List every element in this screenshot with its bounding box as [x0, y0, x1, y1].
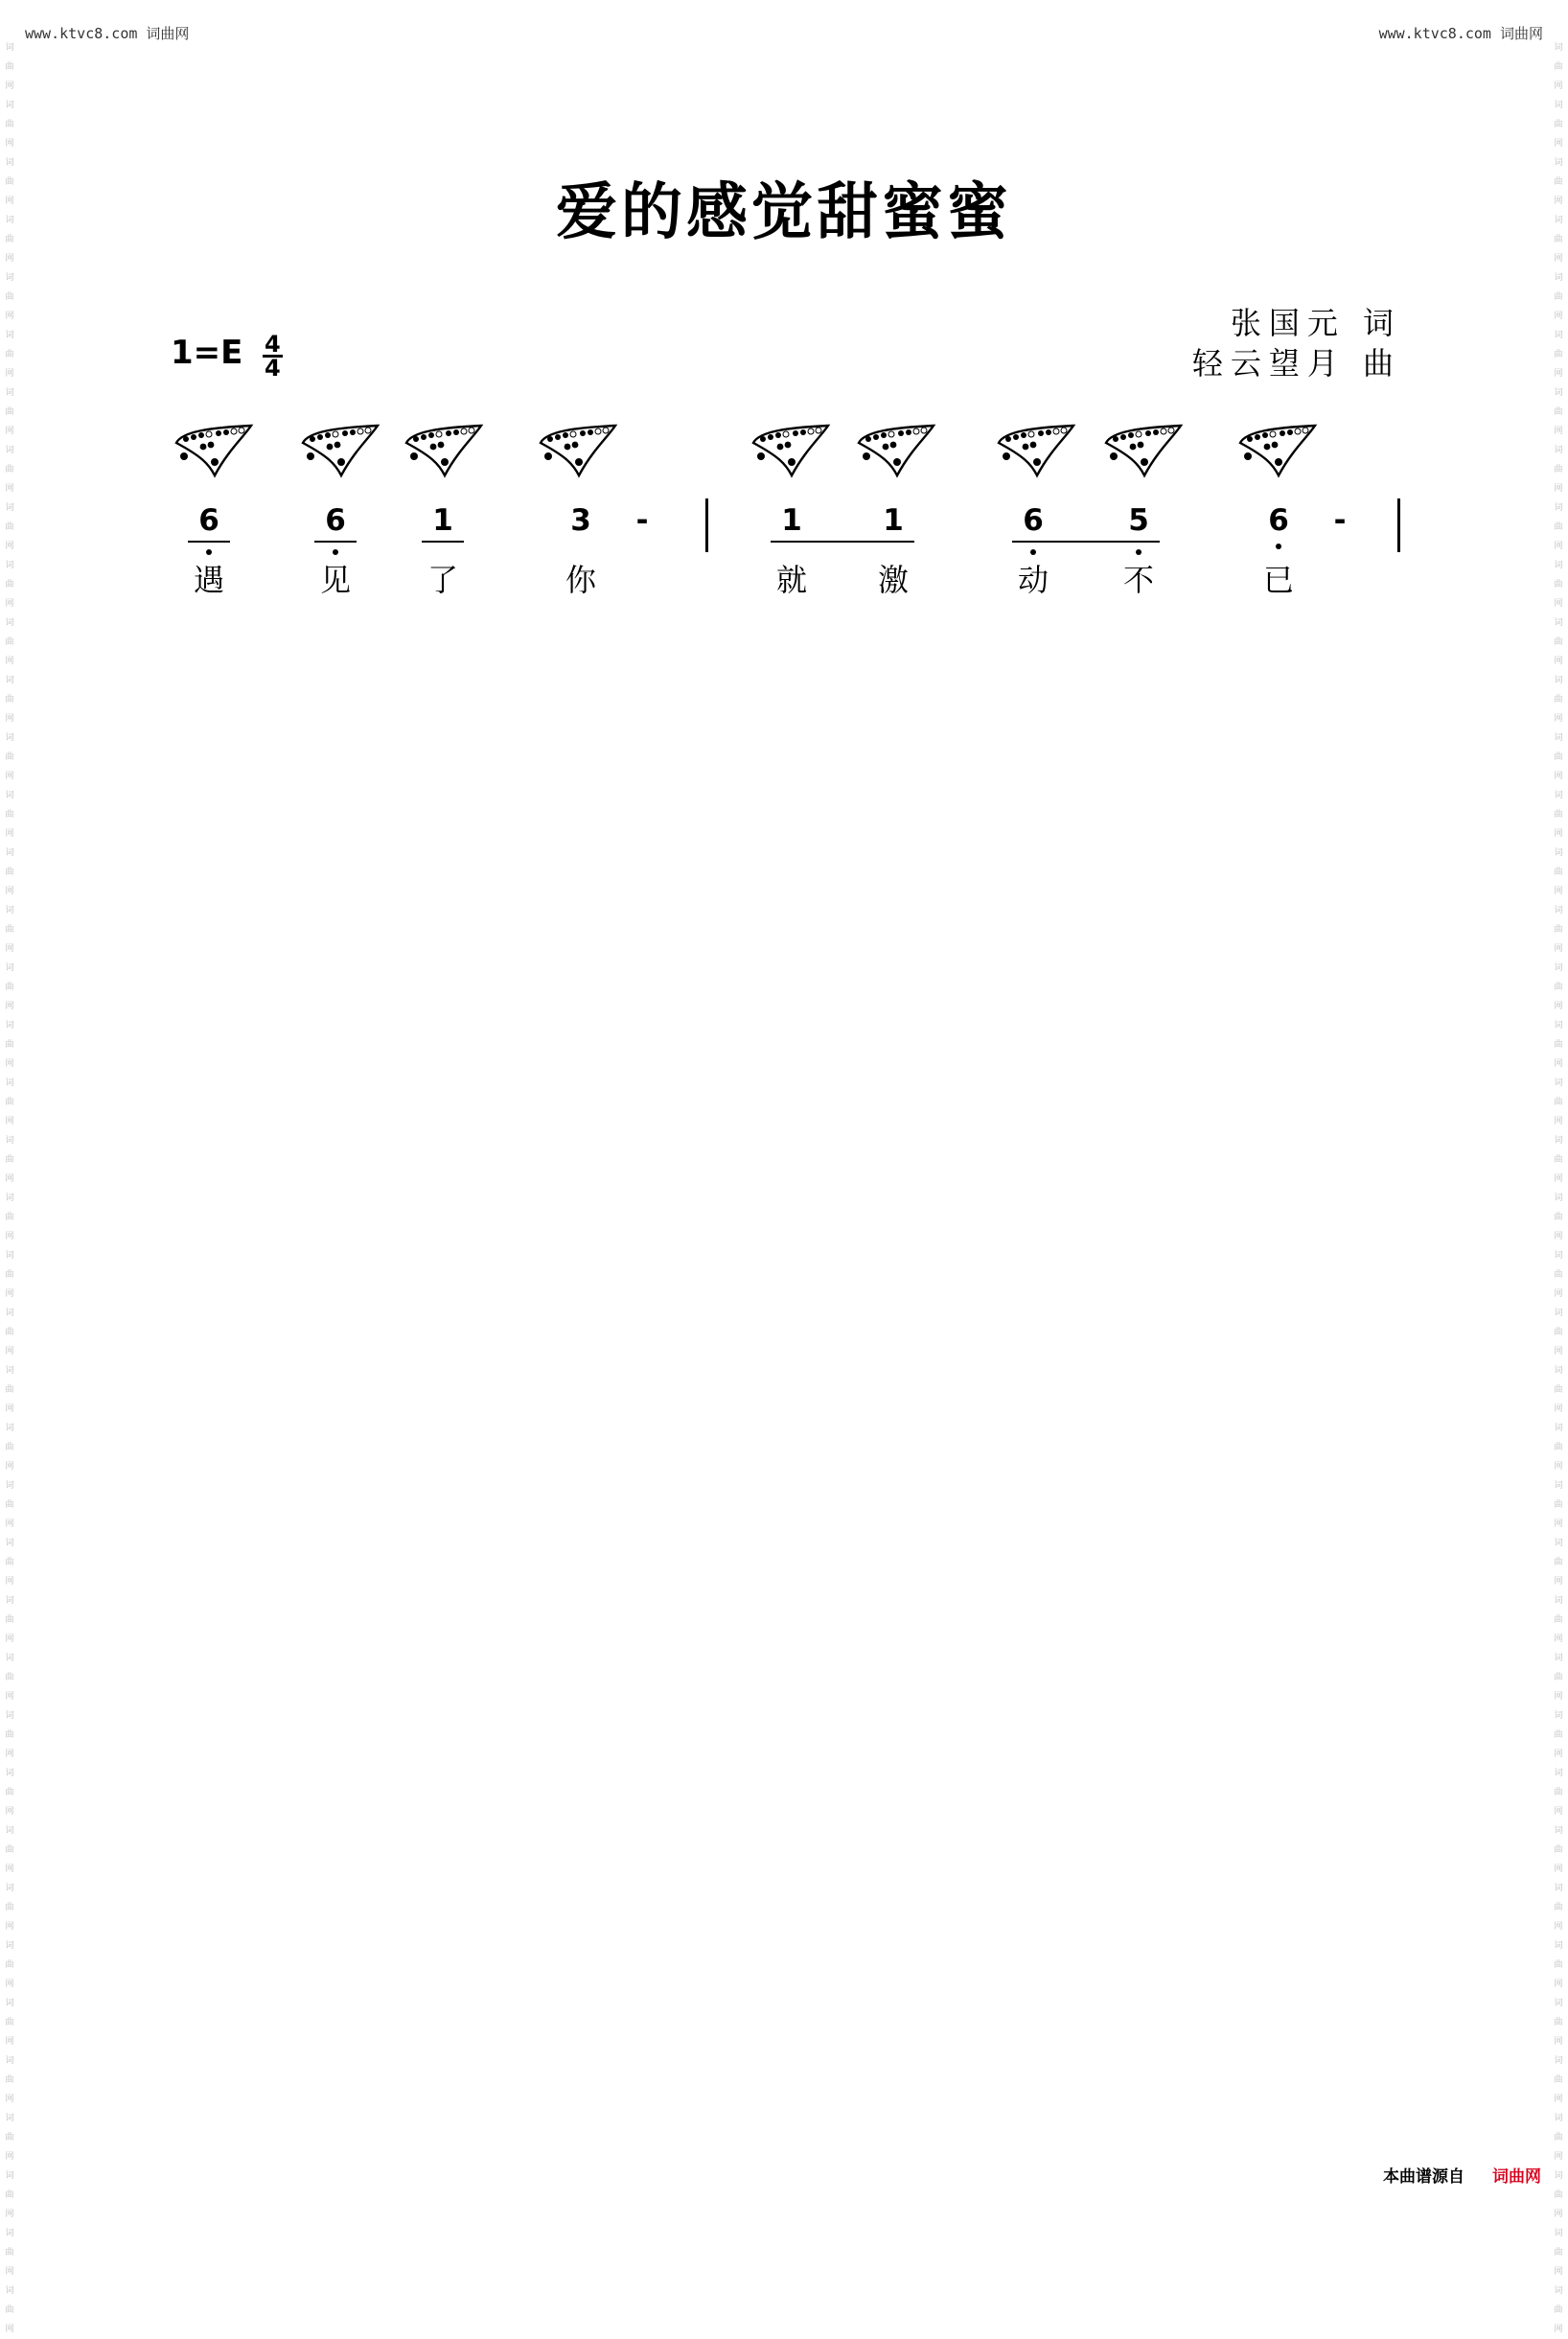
note: 6: [180, 503, 238, 538]
side-watermark-text: 词曲网: [5, 2056, 14, 2104]
side-watermark-text: 词曲网: [1554, 1884, 1563, 1932]
time-signature: [263, 331, 283, 382]
side-watermark-text: 词曲网: [5, 1596, 14, 1644]
side-watermark-text: 词曲网: [5, 1078, 14, 1126]
lyric-char: 就: [775, 562, 807, 598]
side-watermark-text: 词曲网: [1554, 1999, 1563, 2047]
footer-site-label: 词曲网: [1492, 2167, 1541, 2187]
barline: [705, 498, 708, 552]
note: 3: [570, 503, 591, 538]
ocarina-fingering-icon: [749, 422, 834, 481]
side-watermark-text: 词曲网: [5, 43, 14, 91]
side-watermark-text: 词曲网: [1554, 2056, 1563, 2104]
side-watermark-text: 词曲网: [1554, 1654, 1563, 1702]
side-watermark-text: 词曲网: [5, 1826, 14, 1874]
side-watermark-text: 词曲网: [1554, 273, 1563, 321]
side-watermark-text: 词曲网: [5, 1654, 14, 1702]
ocarina-fingering-icon: [403, 422, 487, 481]
side-watermark-text: 词曲网: [1554, 1711, 1563, 1759]
side-watermark-text: 词曲网: [1554, 733, 1563, 781]
side-watermark-text: 词曲网: [1554, 1251, 1563, 1299]
side-watermark-text: 词曲网: [5, 388, 14, 436]
side-watermark-text: 词曲网: [5, 963, 14, 1011]
side-watermark-text: 词曲网: [5, 2229, 14, 2277]
side-watermark-text: 词曲网: [1554, 1941, 1563, 1989]
side-watermark-text: 词曲网: [5, 1136, 14, 1184]
ocarina-fingering-icon: [173, 422, 257, 481]
note: 6: [307, 503, 364, 538]
side-watermark-text: 词曲网: [1554, 101, 1563, 149]
side-watermark-text: 词曲网: [1554, 2171, 1563, 2219]
ocarina-fingering-icon: [855, 422, 939, 481]
lyric-char: 已: [1262, 562, 1294, 598]
note: 6: [1250, 503, 1307, 538]
side-watermark-text: 词曲网: [5, 216, 14, 264]
note: 1: [883, 503, 904, 538]
note: -: [635, 503, 649, 538]
ocarina-fingering-icon: [995, 422, 1079, 481]
side-watermark-text: 词曲网: [1554, 791, 1563, 839]
composer-credit: 轻云望月 曲: [1191, 345, 1401, 382]
footer-source-label: 本曲谱源自: [1383, 2167, 1464, 2187]
lyric-char: 激: [877, 562, 909, 598]
header-left-url: www.ktvc8.com 词曲网: [25, 25, 190, 42]
side-watermark-text: 词曲网: [5, 1481, 14, 1529]
side-watermark-text: 词曲网: [5, 1251, 14, 1299]
side-watermark-text: 词曲网: [1554, 1136, 1563, 1184]
side-watermark-text: 词曲网: [5, 101, 14, 149]
side-watermark-text: 词曲网: [5, 1941, 14, 1989]
beam-underline: [188, 541, 230, 543]
lyric-char: 不: [1122, 562, 1154, 598]
side-watermark-text: 词曲网: [5, 2286, 14, 2334]
side-watermark-text: 词曲网: [1554, 1308, 1563, 1356]
lyric-char: 了: [427, 562, 458, 598]
octave-dot-below: [1030, 549, 1036, 555]
time-signature-numerator: 4: [265, 331, 281, 358]
right-watermark-strip: [1553, 38, 1564, 2334]
octave-dot-below: [333, 549, 338, 555]
octave-dot-below: [1136, 549, 1141, 555]
side-watermark-text: 词曲网: [1554, 2286, 1563, 2334]
octave-dot-below: [206, 549, 212, 555]
note: 1: [781, 503, 802, 538]
side-watermark-text: 词曲网: [1554, 1769, 1563, 1817]
ocarina-fingering-icon: [537, 422, 621, 481]
header-right-url: www.ktvc8.com 词曲网: [1378, 25, 1543, 42]
note: 5: [1110, 503, 1167, 538]
side-watermark-text: 词曲网: [5, 733, 14, 781]
side-watermark-text: 词曲网: [1554, 561, 1563, 609]
side-watermark-text: 词曲网: [5, 2114, 14, 2162]
time-signature-denominator: 4: [265, 355, 281, 382]
side-watermark-text: 词曲网: [1554, 1366, 1563, 1414]
side-watermark-text: 词曲网: [1554, 2114, 1563, 2162]
side-watermark-text: 词曲网: [1554, 1481, 1563, 1529]
side-watermark-text: 词曲网: [5, 1424, 14, 1471]
side-watermark-text: 词曲网: [5, 331, 14, 379]
side-watermark-text: 词曲网: [5, 1366, 14, 1414]
barline: [1397, 498, 1400, 552]
side-watermark-text: 词曲网: [5, 848, 14, 896]
side-watermark-text: 词曲网: [1554, 158, 1563, 206]
side-watermark-text: 词曲网: [1554, 503, 1563, 551]
left-watermark-strip: [4, 38, 15, 2334]
side-watermark-text: 词曲网: [1554, 1193, 1563, 1241]
ocarina-fingering-icon: [1102, 422, 1187, 481]
side-watermark-text: 词曲网: [1554, 1078, 1563, 1126]
side-watermark-text: 词曲网: [1554, 446, 1563, 494]
score-row: [0, 422, 1568, 633]
side-watermark-text: 词曲网: [1554, 1596, 1563, 1644]
side-watermark-text: 词曲网: [5, 618, 14, 666]
song-title: 爱的感觉甜蜜蜜: [556, 176, 1012, 248]
beam-underline: [771, 541, 914, 543]
side-watermark-text: 词曲网: [5, 158, 14, 206]
beam-underline: [422, 541, 464, 543]
lyric-char: 动: [1017, 562, 1049, 598]
ocarina-fingering-icon: [299, 422, 383, 481]
side-watermark-text: 词曲网: [5, 503, 14, 551]
beam-underline: [314, 541, 357, 543]
side-watermark-text: 词曲网: [5, 273, 14, 321]
side-watermark-text: 词曲网: [1554, 43, 1563, 91]
side-watermark-text: 词曲网: [5, 791, 14, 839]
lyricist-credit: 张国元 词: [1230, 305, 1401, 341]
side-watermark-text: 词曲网: [5, 1999, 14, 2047]
side-watermark-text: 词曲网: [1554, 1424, 1563, 1471]
side-watermark-text: 词曲网: [5, 906, 14, 954]
side-watermark-text: 词曲网: [1554, 848, 1563, 896]
side-watermark-text: 词曲网: [1554, 1539, 1563, 1586]
side-watermark-text: 词曲网: [1554, 1021, 1563, 1069]
lyric-char: 遇: [193, 562, 224, 598]
side-watermark-text: 词曲网: [1554, 331, 1563, 379]
side-watermark-text: 词曲网: [5, 1193, 14, 1241]
side-watermark-text: 词曲网: [1554, 676, 1563, 724]
octave-dot-below: [1276, 544, 1281, 549]
beam-underline: [1012, 541, 1160, 543]
side-watermark-text: 词曲网: [1554, 963, 1563, 1011]
side-watermark-text: 词曲网: [1554, 388, 1563, 436]
side-watermark-text: 词曲网: [5, 1539, 14, 1586]
side-watermark-text: 词曲网: [5, 561, 14, 609]
side-watermark-text: 词曲网: [1554, 618, 1563, 666]
side-watermark-text: 词曲网: [1554, 2229, 1563, 2277]
side-watermark-text: 词曲网: [1554, 216, 1563, 264]
side-watermark-text: 词曲网: [1554, 906, 1563, 954]
note: 6: [1004, 503, 1062, 538]
side-watermark-text: 词曲网: [5, 1308, 14, 1356]
side-watermark-text: 词曲网: [5, 1021, 14, 1069]
key-signature: 1=E: [171, 334, 243, 372]
side-watermark-text: 词曲网: [5, 1884, 14, 1932]
side-watermark-text: 词曲网: [5, 676, 14, 724]
ocarina-fingering-icon: [1236, 422, 1321, 481]
note: -: [1333, 503, 1347, 538]
lyric-char: 见: [319, 562, 351, 598]
side-watermark-text: 词曲网: [5, 446, 14, 494]
side-watermark-text: 词曲网: [5, 1711, 14, 1759]
side-watermark-text: 词曲网: [5, 2171, 14, 2219]
lyric-char: 你: [565, 562, 596, 598]
side-watermark-text: 词曲网: [1554, 1826, 1563, 1874]
note: 1: [432, 503, 453, 538]
side-watermark-text: 词曲网: [5, 1769, 14, 1817]
